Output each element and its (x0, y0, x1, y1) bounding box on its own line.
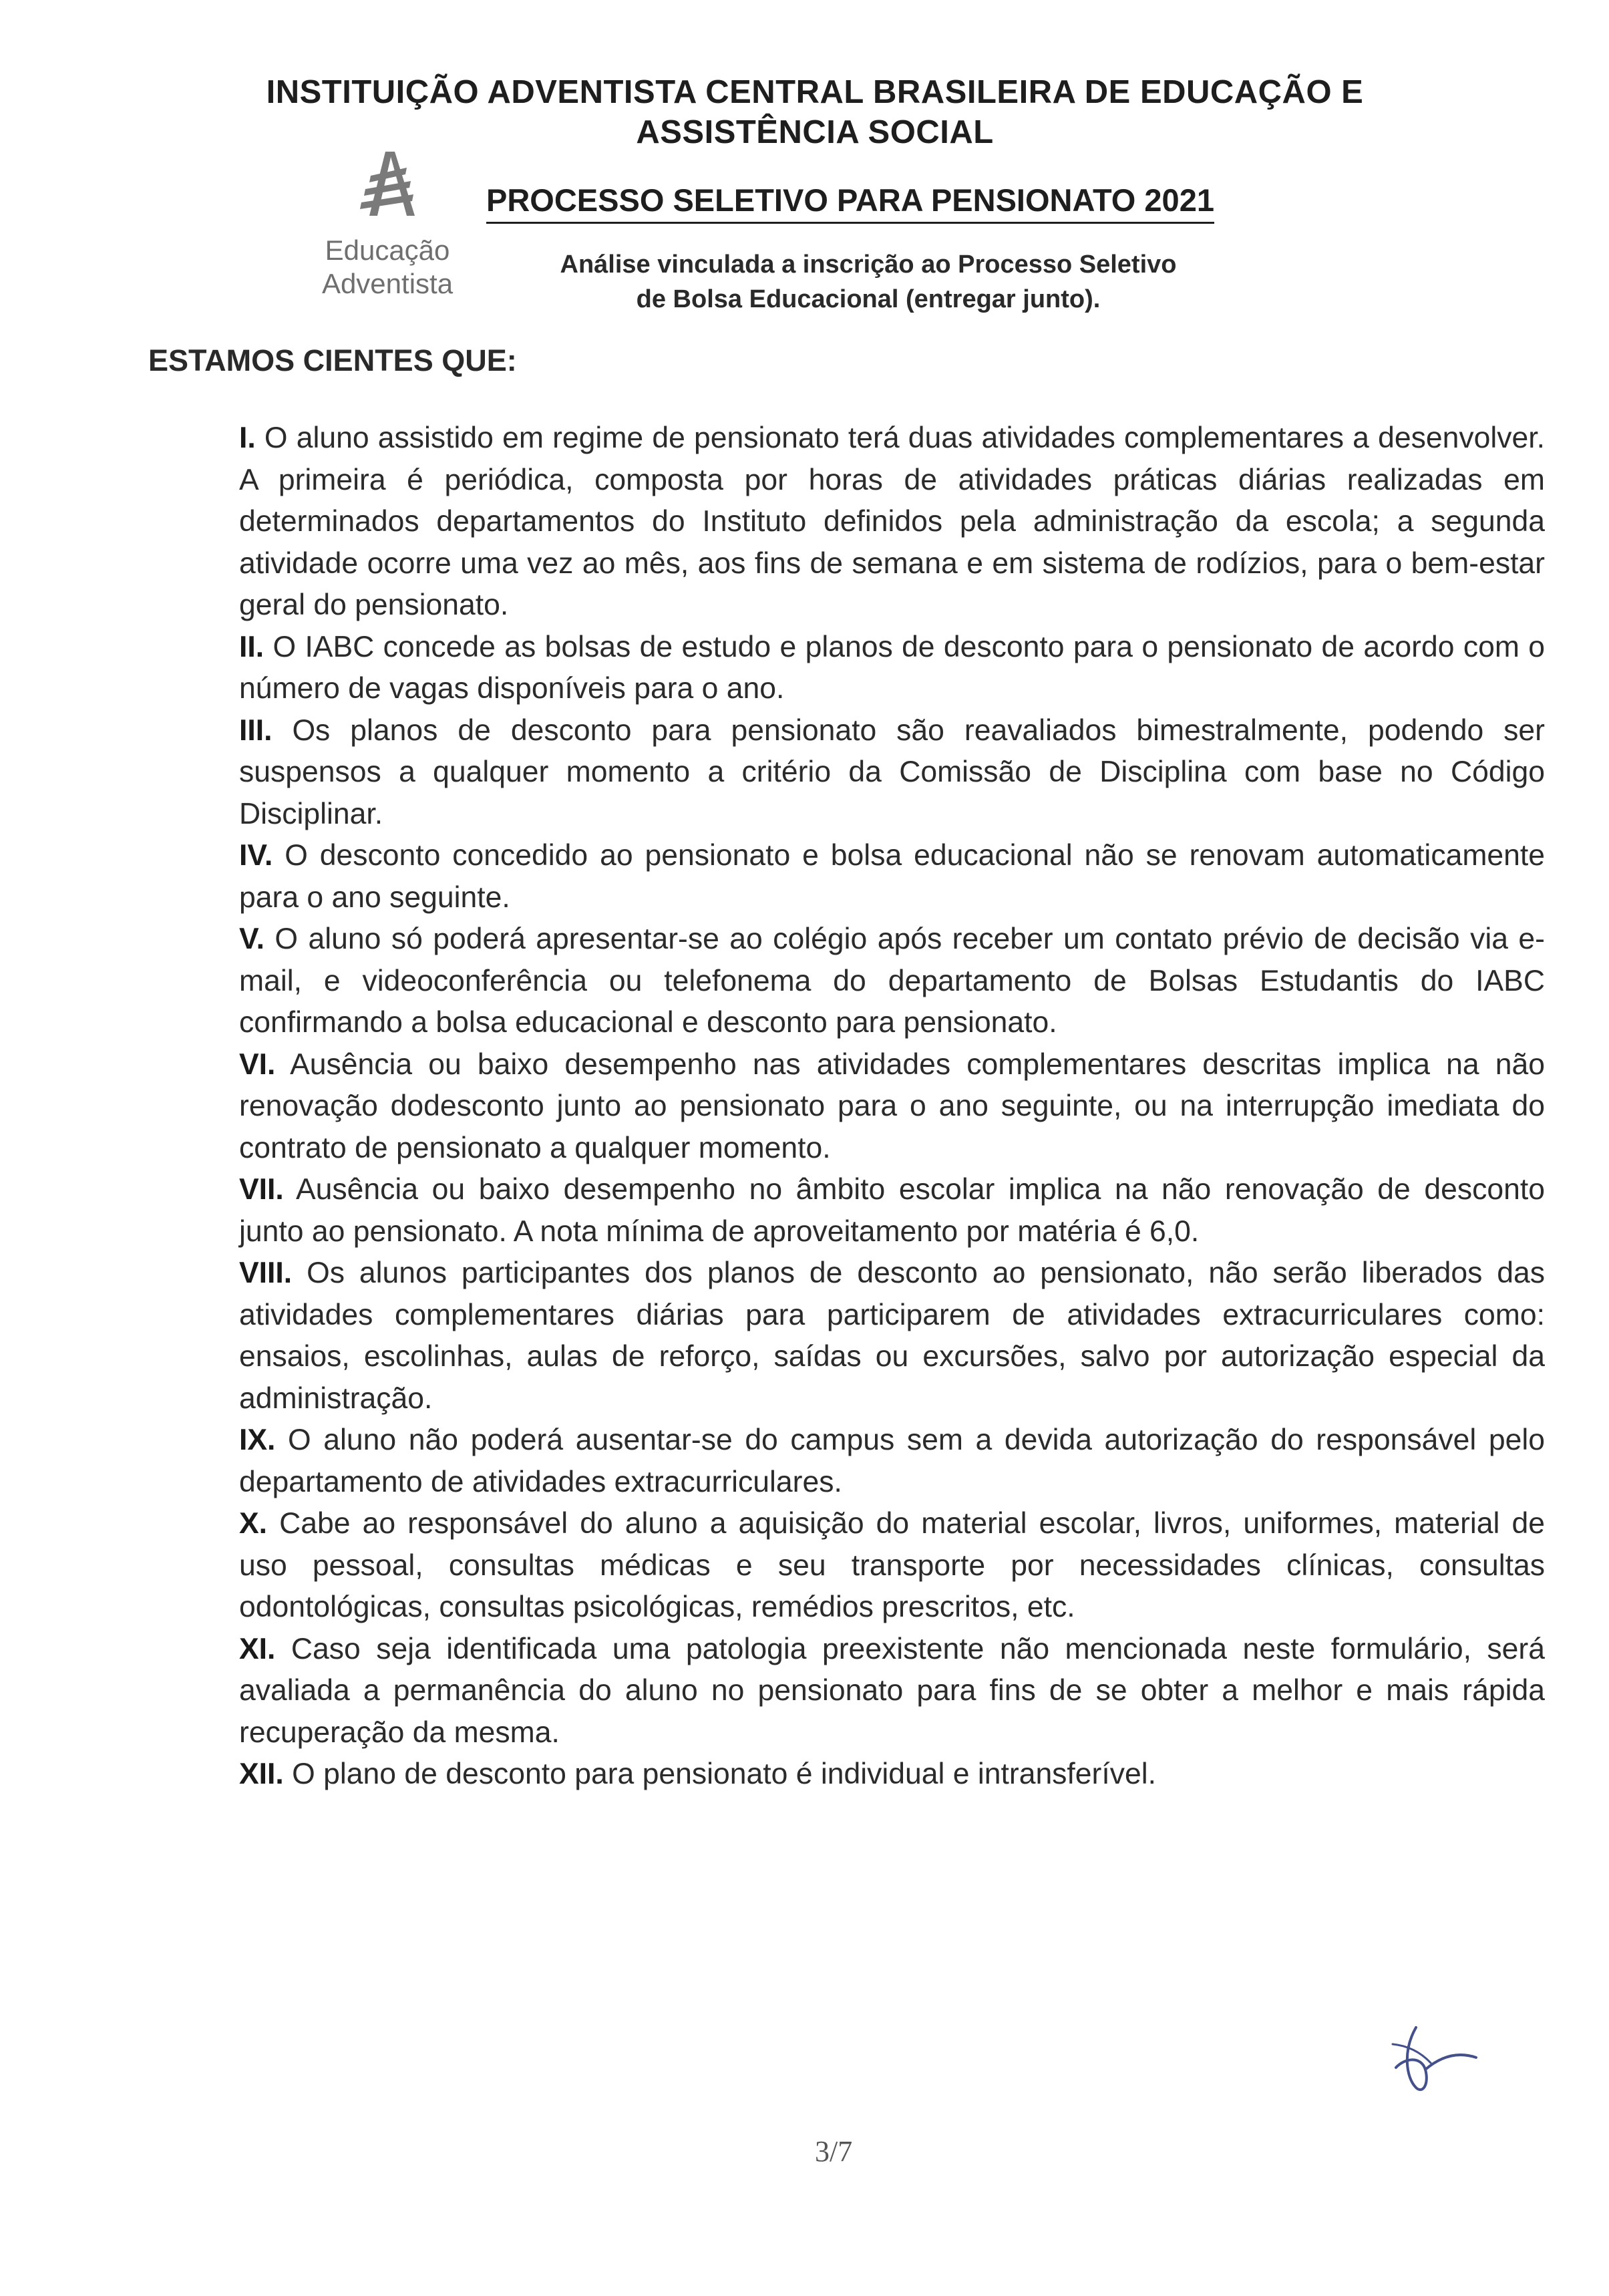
term-item (239, 1169, 1545, 1253)
term-text: O plano de desconto para pensionato é individual e intransferível. (292, 1758, 1156, 1790)
term-item (239, 1253, 1545, 1420)
term-text: Caso seja identificada uma patologia preexistente não mencionada neste formulário, será avaliada a permanência do aluno no pensionato para fins de se obter a melhor e mais rápida recuperação da mesma. (239, 1632, 1545, 1749)
term-text: O desconto concedido ao pensionato e bolsa educacional não se renovam automaticamente para o ano seguinte. (239, 839, 1545, 914)
term-number: VIII. (239, 1257, 293, 1289)
term-text: Ausência ou baixo desempenho no âmbito escolar implica na não renovação de desconto junto ao pensionato. A nota mínima de aproveitamento por matéria é 6,0. (239, 1173, 1546, 1248)
subtitle-line-2: de Bolsa Educacional (entregar junto). (636, 285, 1101, 313)
subtitle-line-1: Análise vinculada a inscrição ao Processo Seletivo (560, 251, 1177, 279)
term-number: VI. (239, 1047, 276, 1081)
term-text: O aluno só poderá apresentar-se ao colégio após receber um contato prévio de decisão via e-mail, e videoconferência ou telefonema do departamento de Bolsas Estudantis do IABC confirmando a bolsa educacional e desconto para pensionato. (239, 923, 1545, 1039)
term-number: III. (239, 713, 273, 747)
logo-text-line2: Adventista (321, 268, 454, 299)
institution-title: INSTITUIÇÃO ADVENTISTA CENTRAL BRASILEIRA DE EDUCAÇÃO E ASSISTÊNCIA SOCIAL (266, 74, 1364, 150)
term-number: XI. (239, 1632, 276, 1665)
term-text: O IABC concede as bolsas de estudo e planos de desconto para o pensionato de acordo com o número de vagas disponíveis para o ano. (239, 630, 1545, 705)
logo (301, 150, 474, 311)
term-number: V. (239, 923, 264, 955)
term-item (239, 835, 1545, 919)
term-number: X. (239, 1507, 268, 1540)
section-heading: ESTAMOS CIENTES QUE: (148, 343, 517, 377)
logo-text-line1: Educação (325, 234, 450, 266)
term-item (239, 919, 1545, 1044)
handwritten-initials-signature (1376, 2004, 1489, 2118)
term-item (239, 1754, 1545, 1796)
term-item (239, 1420, 1545, 1503)
term-item (239, 1044, 1545, 1170)
terms-list (239, 418, 1545, 1796)
term-text: O aluno não poderá ausentar-se do campus sem a devida autorização do responsável pelo departamento de atividades extracurriculares. (239, 1424, 1545, 1498)
term-text: Cabe ao responsável do aluno a aquisição do material escolar, livros, uniformes, material de uso pessoal, consultas médicas e seu transporte por necessidades clínicas, consultas odontológicas, consultas psicológicas, remédios prescritos, etc. (239, 1507, 1546, 1623)
term-number: VII. (239, 1173, 284, 1206)
term-text: Ausência ou baixo desempenho nas atividades complementares descritas implica na não renovação dodesconto junto ao pensionato para o ano seguinte, ou na interrupção imediata do contrato de pensionato a qualquer momento. (239, 1047, 1545, 1164)
term-item (239, 627, 1545, 710)
term-item (239, 1503, 1545, 1629)
term-number: II. (239, 630, 264, 663)
term-number: I. (239, 422, 256, 454)
term-number: IX. (239, 1424, 276, 1456)
term-text: Os alunos participantes dos planos de desconto ao pensionato, não serão liberados das atividades complementares diárias para participarem de atividades extracurriculares como: ensaios, escolinhas, aulas de reforço, saídas ou excursões, salvo por autorização especial da administração. (239, 1257, 1545, 1415)
term-number: IV. (239, 839, 273, 872)
term-text: O aluno assistido em regime de pensionato terá duas atividades complementares a desenvolver. A primeira é periódica, composta por horas de atividades práticas diárias realizadas em determinados departamentos do Instituto definidos pela administração da escola; a segunda atividade ocorre uma vez ao mês, aos fins de semana e em sistema de rodízios, para o bem-estar geral do pensionato. (239, 422, 1545, 621)
adventist-logo-icon (351, 150, 424, 220)
page-number: 3/7 (815, 2135, 853, 2168)
term-item (239, 710, 1545, 836)
subtitle (514, 247, 1222, 317)
term-item (239, 1629, 1545, 1754)
term-text: Os planos de desconto para pensionato são reavaliados bimestralmente, podendo ser suspensos a qualquer momento a critério da Comissão de Disciplina com base no Código Disciplinar. (239, 713, 1545, 830)
term-number: XII. (239, 1758, 284, 1790)
term-item (239, 418, 1545, 627)
process-title: PROCESSO SELETIVO PARA PENSIONATO 2021 (486, 180, 1214, 224)
